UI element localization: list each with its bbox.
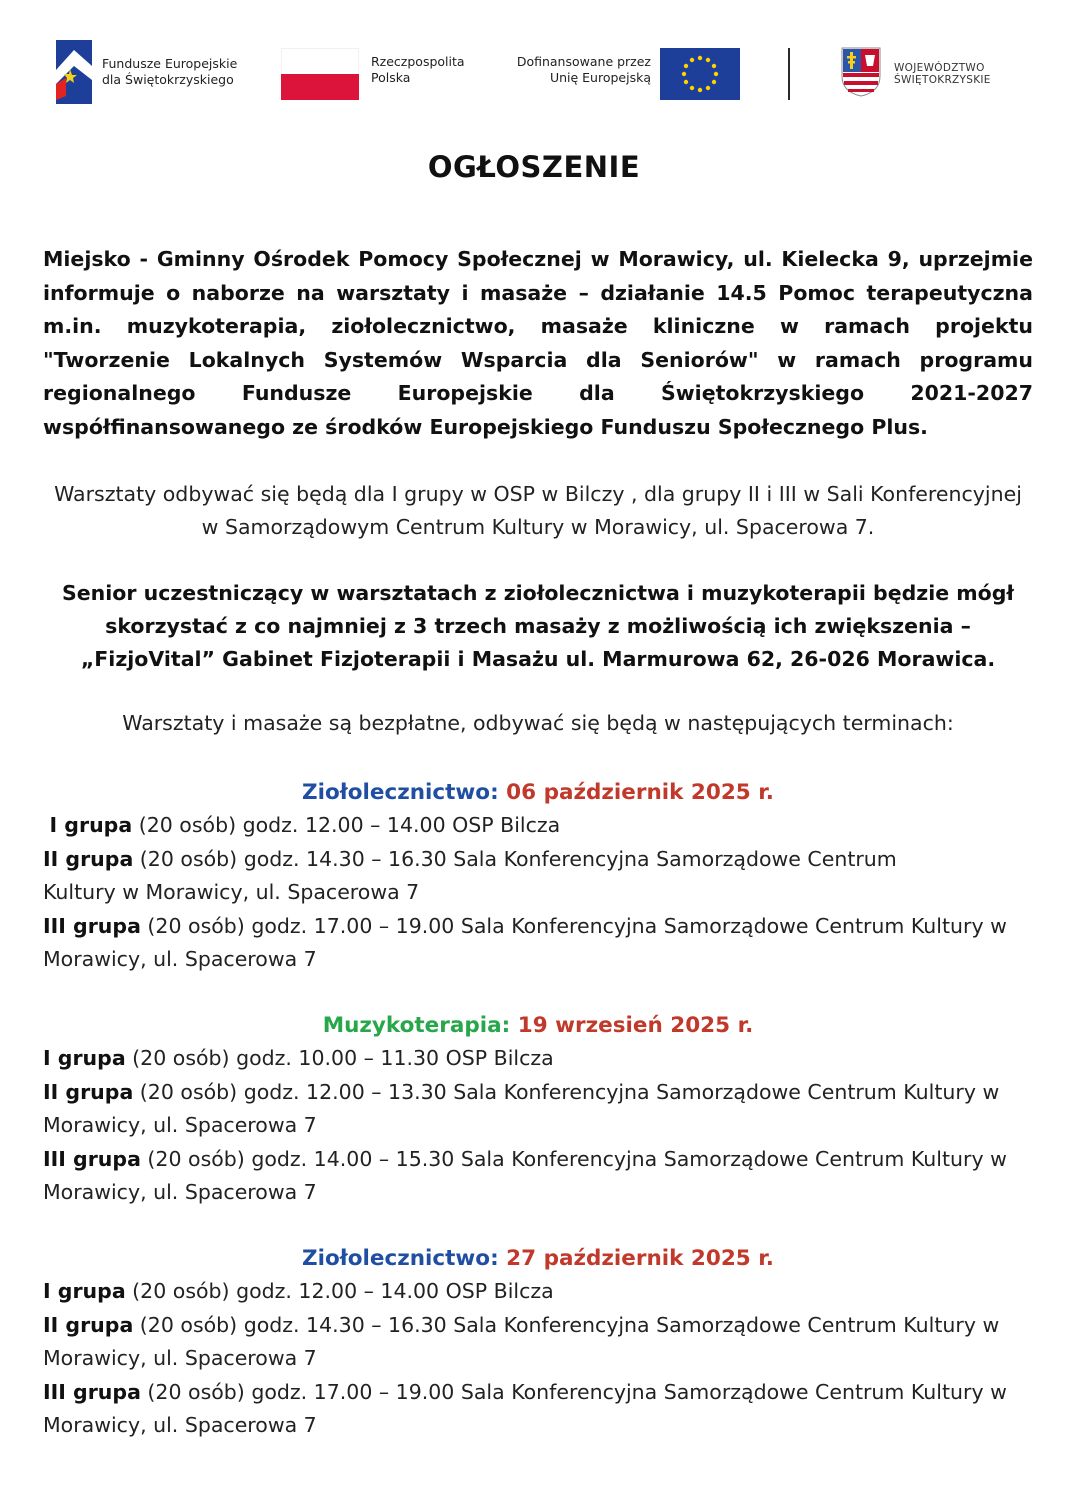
schedule-row: I grupa (20 osób) godz. 12.00 – 14.00 OSP Bilcza [49, 813, 561, 837]
group-label: I grupa [49, 813, 133, 837]
schedule-row: II grupa (20 osób) godz. 14.30 – 16.30 Sala Konferencyjna Samorządowe Centrum Kultury w Morawicy, ul. Spacerowa 7 [43, 1312, 1000, 1370]
group-label: III grupa [43, 913, 141, 938]
eu-flag-icon [660, 48, 740, 100]
schedule-date: 06 październik 2025 r. [506, 780, 774, 805]
schedule-row: III grupa (20 osób) godz. 17.00 – 19.00 Sala Konferencyjna Samorządowe Centrum Kultury w Morawicy, ul. Spacerowa 7 [43, 913, 1007, 971]
schedule-topic: Ziołolecznictwo: [302, 1246, 499, 1271]
group-label: I grupa [43, 1279, 126, 1303]
group-label: II grupa [43, 846, 134, 871]
schedule-row: II grupa (20 osób) godz. 14.30 – 16.30 Sala Konferencyjna Samorządowe Centrum Kultury w Morawicy, ul. Spacerowa 7 [43, 846, 897, 904]
logo-divider [788, 48, 790, 100]
schedule-row: I grupa (20 osób) godz. 10.00 – 11.30 OSP Bilcza [43, 1046, 554, 1070]
group-label: II grupa [43, 1079, 134, 1104]
rzeczpospolita-label: Rzeczpospolita Polska [371, 54, 465, 85]
schedule-heading [43, 1009, 1033, 1042]
free-info-paragraph: Warsztaty i masaże są bezpłatne, odbywać się będą w następujących terminach: [122, 711, 954, 735]
group-label: II grupa [43, 1312, 134, 1337]
swietokrzyskie-crest-icon [840, 46, 882, 98]
schedule-heading [43, 1242, 1033, 1275]
fundusze-europejskie-label: Fundusze Europejskie dla Świętokrzyskiego [102, 56, 238, 87]
page-title: OGŁOSZENIE [427, 150, 641, 184]
schedule-block [43, 776, 1033, 977]
group-label: III grupa [43, 1146, 141, 1171]
schedule-row: I grupa (20 osób) godz. 12.00 – 14.00 OSP Bilcza [43, 1279, 554, 1303]
eu-funding-label: Dofinansowane przez Unię Europejską [516, 54, 651, 85]
schedule-block [43, 1009, 1033, 1210]
schedule-topic: Ziołolecznictwo: [302, 780, 499, 805]
poland-flag-icon [281, 48, 359, 100]
schedule-topic: Muzykoterapia: [322, 1013, 511, 1038]
senior-paragraph: Senior uczestniczący w warsztatach z ziołolecznictwa i muzykoterapii będzie mógł skorzystać z co najmniej z 3 trzech masaży z możliwością ich zwiększenia – „FizjoVital” Gabinet Fizjoterapii i Masażu ul. Marmurowa 62, 26-026 Morawica. [62, 581, 1014, 671]
group-label: I grupa [43, 1046, 126, 1070]
schedule-heading [43, 776, 1033, 809]
schedule-date: 27 październik 2025 r. [506, 1246, 774, 1271]
group-label: III grupa [43, 1379, 141, 1404]
schedule-row: III grupa (20 osób) godz. 17.00 – 19.00 Sala Konferencyjna Samorządowe Centrum Kultury w Morawicy, ul. Spacerowa 7 [43, 1379, 1007, 1437]
logo-bar [0, 38, 1068, 108]
fundusze-europejskie-logo-icon [56, 40, 92, 104]
intro-paragraph: Miejsko - Gminny Ośrodek Pomocy Społecznej w Morawicy, ul. Kielecka 9, uprzejmie informuje o naborze na warsztaty i masaże – działanie 14.5 Pomoc terapeutyczna m.in. muzykoterapia, ziołolecznictwo, masaże kliniczne w ramach projektu "Tworzenie Lokalnych Systemów Wsparcia dla Seniorów" w ramach programu regionalnego Fundusze Europejskie dla Świętokrzyskiego 2021-2027 współfinansowanego ze środków Europejskiego Funduszu Społecznego Plus. [43, 247, 1033, 439]
venue-paragraph: Warsztaty odbywać się będą dla I grupy w OSP w Bilczy , dla grupy II i III w Sali Konferencyjnej w Samorządowym Centrum Kultury w Morawicy, ul. Spacerowa 7. [54, 482, 1022, 539]
schedule-block [43, 1242, 1033, 1443]
wojewodztwo-label: WOJEWÓDZTWO ŚWIĘTOKRZYSKIE [894, 62, 991, 86]
schedule-row: III grupa (20 osób) godz. 14.00 – 15.30 Sala Konferencyjna Samorządowe Centrum Kultury w Morawicy, ul. Spacerowa 7 [43, 1146, 1007, 1204]
schedule-row: II grupa (20 osób) godz. 12.00 – 13.30 Sala Konferencyjna Samorządowe Centrum Kultury w Morawicy, ul. Spacerowa 7 [43, 1079, 1000, 1137]
schedule-date: 19 wrzesień 2025 r. [517, 1013, 754, 1038]
